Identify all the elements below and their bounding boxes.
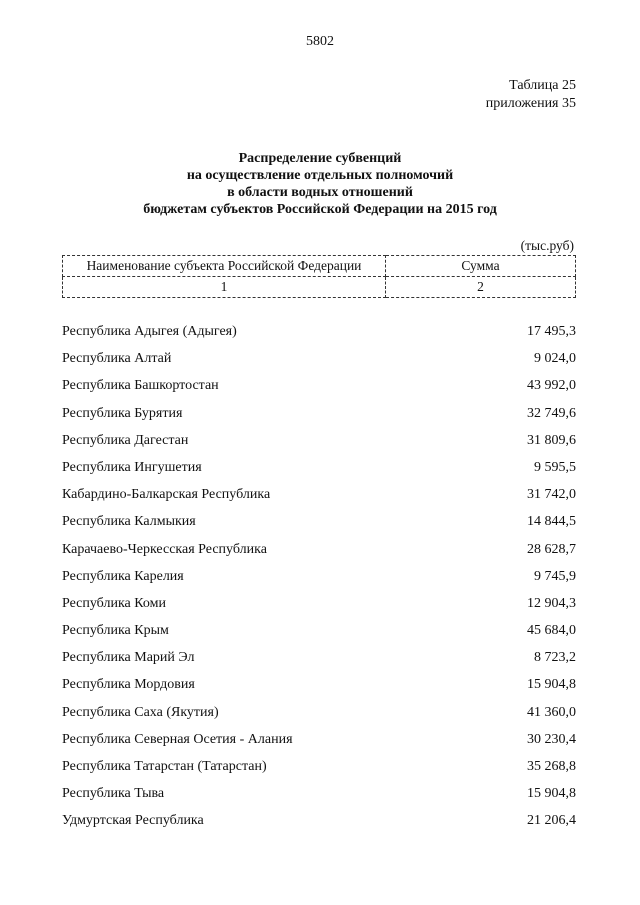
table-row: [62, 454, 576, 481]
table-row: [62, 481, 576, 508]
table-row: [62, 372, 576, 399]
table-reference-line1: Таблица 25: [509, 78, 576, 93]
region-amount: 43 992,0: [527, 378, 576, 394]
region-amount: 14 844,5: [527, 514, 576, 530]
table-row: [62, 590, 576, 617]
region-name: Республика Саха (Якутия): [62, 704, 219, 720]
header-col-name: Наименование субъекта Российской Федерации: [63, 256, 386, 277]
table-row: [62, 617, 576, 644]
region-amount: 28 628,7: [527, 541, 576, 557]
table-row: [62, 318, 576, 345]
region-name: Республика Северная Осетия - Алания: [62, 731, 293, 747]
table-row: [62, 699, 576, 726]
region-name: Республика Башкортостан: [62, 378, 219, 394]
region-amount: 9 595,5: [534, 459, 576, 475]
region-amount: 41 360,0: [527, 704, 576, 720]
table-row: [62, 400, 576, 427]
region-name: Карачаево-Черкесская Республика: [62, 541, 267, 557]
region-amount: 31 742,0: [527, 487, 576, 503]
region-amount: 8 723,2: [534, 650, 576, 666]
region-name: Кабардино-Балкарская Республика: [62, 487, 271, 503]
region-amount: 21 206,4: [527, 813, 576, 829]
region-name: Республика Ингушетия: [62, 459, 202, 475]
table-reference-line2: приложения 35: [485, 96, 576, 111]
region-amount: 45 684,0: [527, 623, 576, 639]
region-name: Республика Алтай: [62, 351, 172, 367]
region-amount: 15 904,8: [527, 677, 576, 693]
table-row: [62, 644, 576, 671]
table-row: [62, 671, 576, 698]
page-number: 5802: [306, 34, 334, 49]
table-row: [62, 780, 576, 807]
region-amount: 17 495,3: [527, 324, 576, 339]
region-name: Республика Адыгея (Адыгея): [62, 324, 237, 339]
header-col-sum: Сумма: [386, 256, 576, 277]
region-name: Республика Бурятия: [62, 405, 183, 421]
header-num-1: 1: [63, 277, 386, 298]
table-row: [62, 563, 576, 590]
title-line2: на осуществление отдельных полномочий: [186, 168, 454, 183]
region-name: Республика Крым: [62, 623, 169, 639]
region-name: Республика Коми: [62, 595, 166, 611]
document-title: [0, 150, 640, 218]
unit-label: (тыс.руб): [520, 238, 574, 253]
table-row: [62, 427, 576, 454]
table-row: [62, 726, 576, 753]
region-amount: 35 268,8: [527, 759, 576, 774]
table-reference: [486, 77, 576, 113]
region-amount: 15 904,8: [527, 786, 576, 802]
region-name: Республика Карелия: [62, 568, 184, 584]
region-name: Республика Мордовия: [62, 677, 195, 693]
title-line4: бюджетам субъектов Российской Федерации на 2015 год: [143, 202, 497, 217]
table-row: [62, 753, 576, 780]
region-name: Республика Тыва: [62, 786, 165, 802]
header-row: [63, 256, 576, 277]
title-line3: в области водных отношений: [227, 185, 413, 200]
region-amount: 32 749,6: [527, 405, 576, 421]
region-amount: 31 809,6: [527, 432, 576, 448]
header-num-2: 2: [386, 277, 576, 298]
region-amount: 9 745,9: [534, 568, 576, 584]
region-name: Республика Дагестан: [62, 432, 189, 448]
table-row: [62, 508, 576, 535]
data-rows: [62, 318, 576, 835]
header-number-row: [63, 277, 576, 298]
region-amount: 12 904,3: [527, 595, 576, 611]
table-row: [62, 536, 576, 563]
region-name: Республика Марий Эл: [62, 650, 195, 666]
region-name: Республика Калмыкия: [62, 514, 196, 530]
table-header: [62, 255, 576, 298]
table-row: [62, 345, 576, 372]
region-amount: 30 230,4: [527, 731, 576, 747]
region-name: Удмуртская Республика: [62, 813, 204, 829]
region-name: Республика Татарстан (Татарстан): [62, 759, 267, 774]
title-line1: Распределение субвенций: [238, 151, 402, 166]
table-row: [62, 807, 576, 834]
region-amount: 9 024,0: [534, 351, 576, 367]
